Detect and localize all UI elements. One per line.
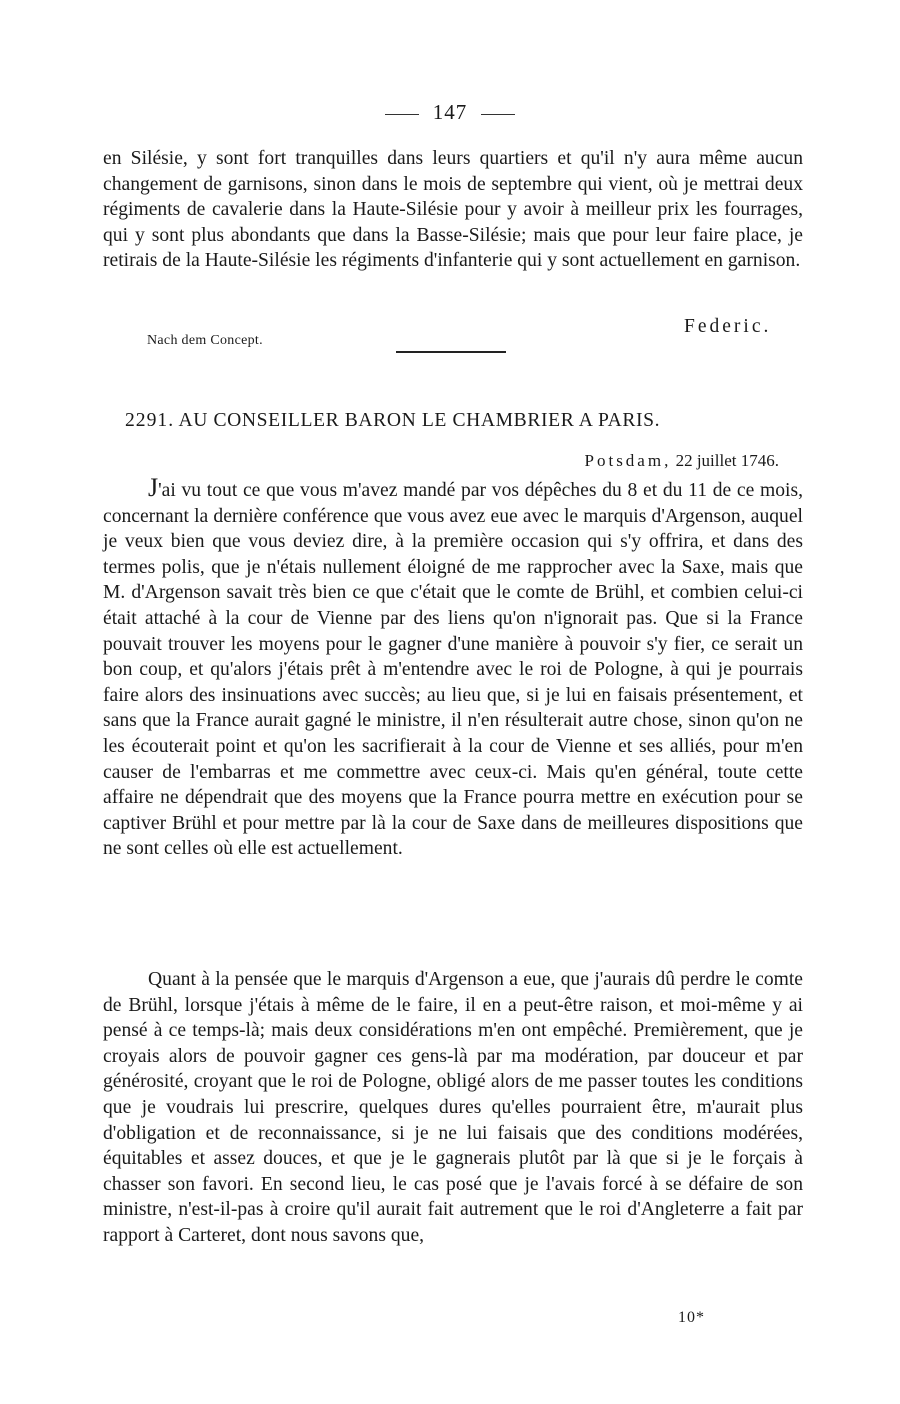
dateline bbox=[585, 451, 779, 471]
letter-heading bbox=[125, 410, 805, 432]
previous-letter-signature: Federic. bbox=[684, 316, 772, 337]
page-number-value: 147 bbox=[432, 100, 468, 124]
letter-paragraph-2 bbox=[103, 967, 803, 1249]
page-number bbox=[0, 100, 900, 125]
paragraph-1-text: 'ai vu tout ce que vous m'avez mandé par vos dépêches du 8 et du 11 de ce mois, concernant la dernière conférence que vous avez eue avec le marquis d'Argenson, auquel je veux bien que vous deviez dire, à la première occasion qui s'y offrira, et dans des termes polis, que je n'étais nullement éloigné de me rapprocher avec la Saxe, mais que M. d'Argenson savait très bien ce que c'était que le comte de Brühl, et combien celui-ci était attaché à la cour de Vienne par des liens qu'on n'ignorait pas. Que si la France pouvait trouver les moyens pour le gagner d'une manière à pouvoir s'y fier, ce serait un bon coup, et qu'alors j'étais prêt à m'entendre avec le roi de Pologne, à qui je pourrais faire alors des insinuations avec succès; au lieu que, si je lui en faisais présentement, et sans que la France aurait gagné le ministre, il n'en résulterait autre chose, sinon qu'on ne les écouterait point et qu'on les sacrifierait à la cour de Vienne et ses alliés, pour m'en causer de l'embarras et me commettre avec ceux-ci. Mais qu'en général, toute cette affaire ne dépendrait que des moyens que la France pourra mettre en exécution pour se captiver Brühl et pour mettre par là la cour de Saxe dans de meilleures dispositions que ne sont celles où elle est actuellement. bbox=[103, 480, 803, 860]
source-note: Nach dem Concept. bbox=[147, 333, 263, 348]
paragraph-1-body bbox=[103, 473, 803, 862]
dateline-date: 22 juillet 1746. bbox=[675, 451, 779, 470]
dash-left bbox=[385, 114, 419, 115]
dash-right bbox=[481, 114, 515, 115]
paragraph-1-initial: J bbox=[148, 473, 159, 502]
section-divider bbox=[396, 351, 506, 353]
previous-letter-ending bbox=[103, 146, 803, 274]
letter-title: AU CONSEILLER BARON LE CHAMBRIER A PARIS. bbox=[178, 410, 661, 431]
previous-letter-text: en Silésie, y sont fort tranquilles dans leurs quartiers et qu'il n'y aura même aucun changement de garnisons, sinon dans le mois de septembre qui vient, où je mettrai deux régiments de cavalerie dans la Haute-Silésie pour y avoir à meilleur prix les fourrages, qui y sont plus abondants que dans la Basse-Silésie; mais que pour leur faire place, je retirais de la Haute-Silésie les régiments d'infanterie qui y sont actuellement en garnison. bbox=[103, 148, 803, 272]
signature-mark: 10* bbox=[678, 1309, 705, 1326]
dateline-place: Potsdam, bbox=[584, 451, 672, 470]
paragraph-2-text: Quant à la pensée que le marquis d'Argenson a eue, que j'aurais dû perdre le comte de Brühl, lorsque j'étais à même de le faire, il en a peut-être raison, et moi-même y ai pensé à ce temps-là; mais deux considérations m'en ont empêché. Premièrement, que je croyais alors de pouvoir gagner ces gens-là par ma modération, par douceur et par générosité, croyant que le roi de Pologne, obligé alors de me passer toutes les conditions que je voudrais lui prescrire, quelques dures qu'elles pourraient être, m'aurait plus d'obligation et de reconnaissance, si je ne lui faisais que des conditions modérées, équitables et assez douces, et que je le gagnerais plutôt par là que si je le forçais à chasser son favori. En second lieu, le cas posé que je l'avais forcé à se défaire de son ministre, n'est-il-pas à croire qu'il aurait fait autrement que le roi d'Angleterre a fait par rapport à Carteret, dont nous savons que, bbox=[103, 969, 803, 1246]
letter-paragraph-1 bbox=[103, 473, 803, 862]
letter-number: 2291. bbox=[125, 410, 175, 431]
